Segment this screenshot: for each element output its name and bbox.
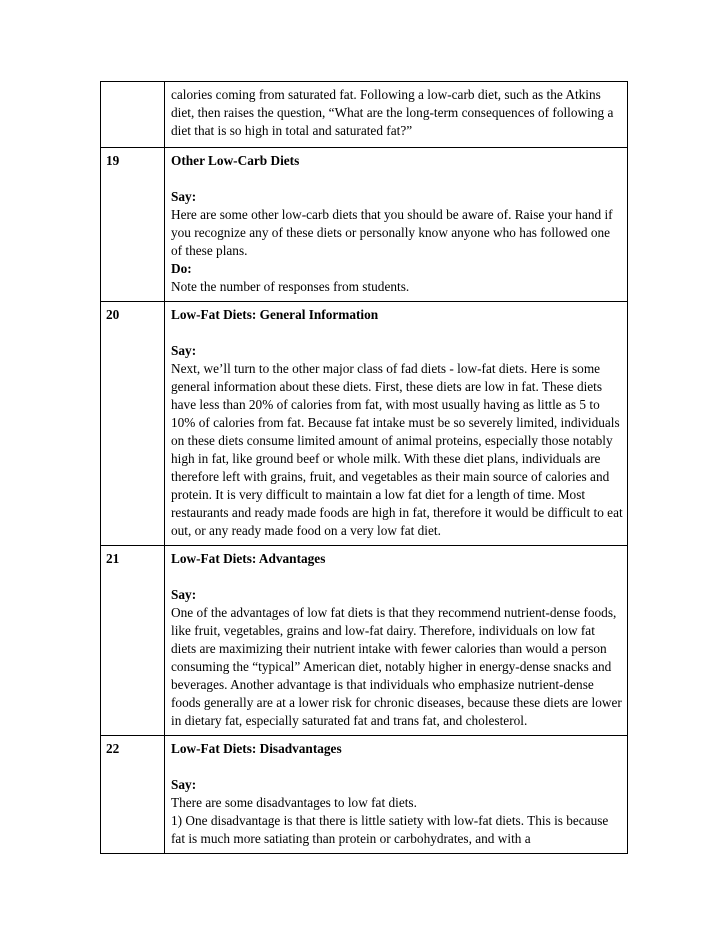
say-text: One of the advantages of low fat diets is that they recommend nutrient-dense foods, like fruit, vegetables, grains and low-fat dairy. Therefore, individuals on low fat diets are maximizing their nutrient intake with fewer calories than would a person consuming the “typical” American diet, notably higher in energy-dense snacks and beverages. Another advantage is that individuals who emphasize nutrient-dense foods generally are at a lower risk for chronic diseases, because these diets are lower in dietary fat, especially saturated fat and trans fat, and cholesterol.	[171, 605, 622, 728]
table-row	[101, 546, 628, 736]
slide-number-cell: 21	[101, 546, 165, 736]
section-title: Low-Fat Diets: Advantages	[171, 551, 326, 566]
say-text: Here are some other low-carb diets that you should be aware of. Raise your hand if you recognize any of these diets or personally know anyone who has followed one of these plans.	[171, 207, 613, 258]
say-label: Say:	[171, 587, 197, 602]
table-row	[101, 736, 628, 854]
content-cell	[165, 82, 628, 148]
say-label: Say:	[171, 777, 197, 792]
slide-number-cell: 20	[101, 302, 165, 546]
say-label: Say:	[171, 343, 197, 358]
content-cell	[165, 148, 628, 302]
do-text: Note the number of responses from students.	[171, 279, 410, 294]
section-title: Low-Fat Diets: General Information	[171, 307, 379, 322]
say-text-line: There are some disadvantages to low fat diets.	[171, 795, 417, 810]
content-cell	[165, 546, 628, 736]
slide-number-cell: 19	[101, 148, 165, 302]
slide-number-cell: 22	[101, 736, 165, 854]
section-title: Low-Fat Diets: Disadvantages	[171, 741, 342, 756]
say-text: Next, we’ll turn to the other major class of fad diets - low-fat diets. Here is some general information about these diets. First, these diets are low in fat. These diets have less than 20% of calories from fat, with most usually having as little as 5 to 10% of calories from fat. Because fat intake must be so severely limited, individuals on these diets consume limited amount of animal proteins, especially those notably high in fat, like ground beef or whole milk. With these diet plans, individuals are therefore left with grains, fruit, and vegetables as their main source of calories and protein. It is very difficult to maintain a low fat diet for a length of time. Most restaurants and ready made foods are high in fat, therefore it would be difficult to eat out, or any ready made food on a very low fat diet.	[171, 361, 623, 538]
content-cell	[165, 736, 628, 854]
slide-number-cell	[101, 82, 165, 148]
section-title: Other Low-Carb Diets	[171, 153, 300, 168]
table-row	[101, 148, 628, 302]
content-cell	[165, 302, 628, 546]
table-row	[101, 82, 628, 148]
say-label: Say:	[171, 189, 197, 204]
table-row	[101, 302, 628, 546]
continued-text: calories coming from saturated fat. Following a low-carb diet, such as the Atkins diet, then raises the question, “What are the long-term consequences of following a diet that is so high in total and saturated fat?”	[171, 87, 614, 138]
script-table	[100, 81, 628, 854]
say-text-line: 1) One disadvantage is that there is little satiety with low-fat diets. This is because fat is much more satiating than protein or carbohydrates, and with a	[171, 813, 609, 846]
do-label: Do:	[171, 261, 192, 276]
